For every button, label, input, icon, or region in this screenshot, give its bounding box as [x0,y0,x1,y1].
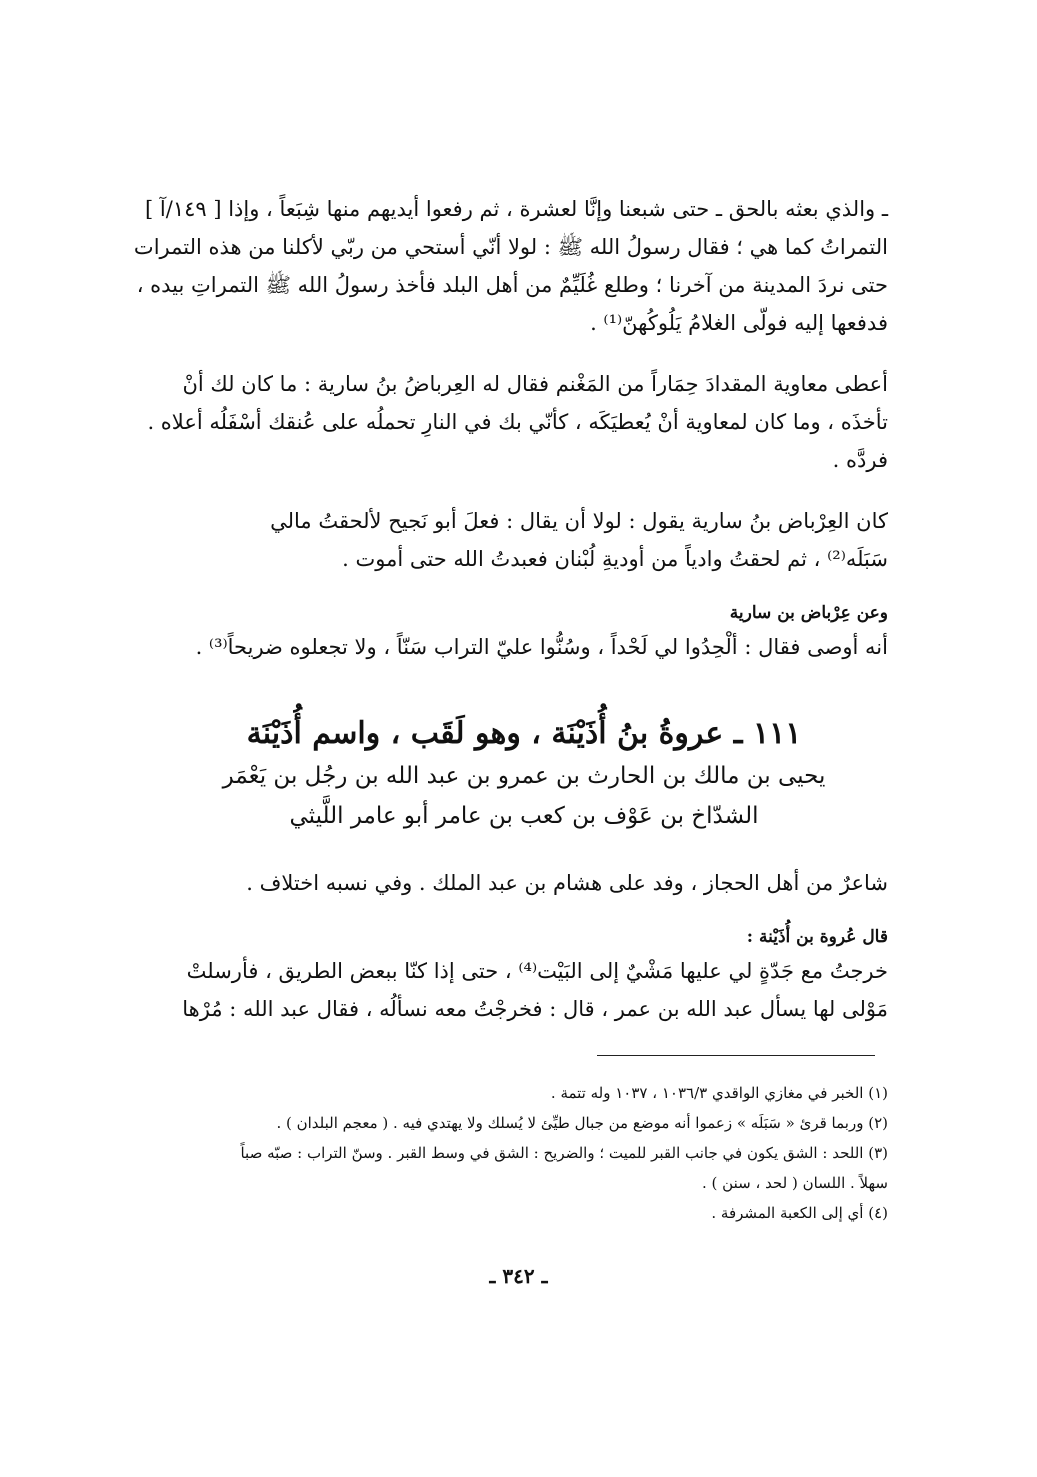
paragraph-muawiya-donkey [147,365,888,479]
paragraph-irbad-will [160,598,888,666]
footnote: (١) الخبر في مغازي الواقدي ١٠٣٦/٣ ، ١٠٣٧ وله تتمة . [550,1084,888,1102]
text-line: سَبَلَه⁽²⁾ ، ثم لحقتُ وادياً من أوديةِ لُبْنان فعبدتُ الله حتى أموت . [342,547,888,571]
text-line: كان العِرْباض بنُ سارية يقول : لولا أن يقال : فعلَ أبو نَجيح لألحقتُ مالي [270,509,888,533]
text-line: التمراتُ كما هي ؛ فقال رسولُ الله ﷺ : لولا أنّي أستحي من ربّي لأكلنا من هذه التمرات [133,235,888,259]
entry-lineage-line: يحيى بن مالك بن الحارث بن عمرو بن عبد الله بن رجُل بن يَعْمَر [222,763,826,789]
text-line: فردَّه . [832,448,888,472]
footnote: (٤) أي إلى الكعبة المشرفة . [711,1204,888,1222]
text-line: تأخذَه ، وما كان لمعاوية أنْ يُعطيَكَه ، كأنّي بك في النارِ تحملُه على عُنقك أسْفَلُه أعلاه . [147,410,888,434]
text-line: خرجتُ مع جَدّةٍ لي عليها مَشْيٌ إلى البَيْت⁽⁴⁾ ، حتى إذا كنّا ببعض الطريق ، فأرسلتْ [186,959,888,983]
entry-lineage-line: الشدّاخ بن عَوْف بن كعب بن عامر أبو عامر اللَّيثي [289,803,759,829]
page-number: ـ ٣٤٢ ـ [489,1264,548,1288]
text-line: مَوْلى لها يسأل عبد الله بن عمر ، قال : فخرجْتُ معه نسألُه ، فقال عبد الله : مُرْها [182,997,888,1021]
footnote: (٢) وربما قرئ « سَبَلَه » زعموا أنه موضع من جبال طيِّئ لا يُسلك ولا يهتدي فيه . ( معجم البلدان ) . [276,1114,888,1132]
entry-quote [160,922,888,1028]
text-line: حتى نردَ المدينة من آخرنا ؛ وطلع غُلَيِّمٌ من أهل البلد فأخذ رسولُ الله ﷺ التمراتِ بيده ، [136,273,888,297]
footnotes [160,1078,888,1228]
text-line: ـ والذي بعثه بالحق ـ حتى شبعنا وإنَّا لعشرة ، ثم رفعوا أيديهم منها شِبَعاً ، وإذا [ ١٤٩/آ ] [145,197,888,221]
quote-head: قال عُروة بن أُذَيْنة : [746,927,888,947]
text-line: شاعرٌ من أهل الحجاز ، وفد على هشام بن عبد الملك . وفي نسبه اختلاف . [246,871,888,895]
entry-title: ١١١ ـ عروةُ بنُ أُذَيْنَة ، وهو لَقَب ، واسم أُذَيْنَة [246,716,802,751]
paragraph-hadith-dates [133,190,888,342]
entry-intro [160,864,888,902]
narration-head: وعن عِرْباض بن سارية [729,603,888,623]
footnote: سهلاً . اللسان ( لحد ، سنن ) . [702,1174,888,1192]
text-line: فدفعها إليه فولّى الغلامُ يَلُوكُهنّ⁽¹⁾ . [590,311,888,335]
footnote-separator [597,1055,875,1056]
footnote: (٣) اللحد : الشق يكون في جانب القبر للميت ؛ والضريح : الشق في وسط القبر . وسنّ التراب : صبّه صباً [240,1144,888,1162]
text-line: أعطى معاوية المقدادَ حِمَاراً من المَغْنم فقال له العِرباضُ بنُ سارية : ما كان لك أنْ [182,372,888,396]
paragraph-irbad-saying [160,502,888,578]
text-line: أنه أوصى فقال : ألْحِدُوا لي لَحْداً ، وسُنُّوا عليّ التراب سَنّاً ، ولا تجعلوه ضريحاً⁽³⁾ . [195,635,888,659]
